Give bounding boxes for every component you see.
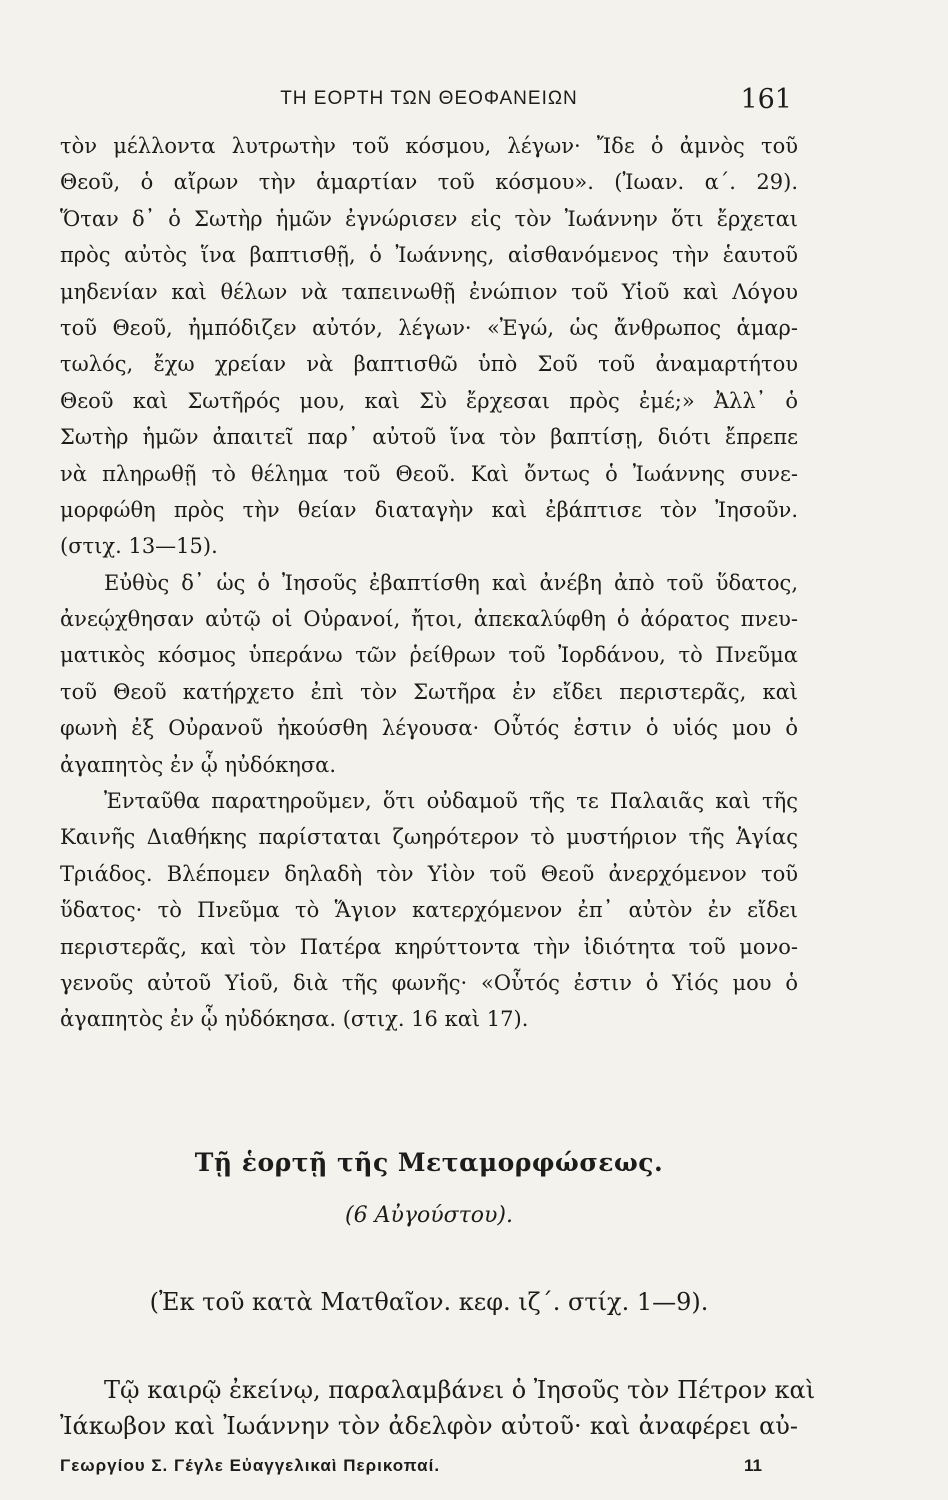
text-line: ματικὸς κόσμος ὑπεράνω τῶν ῥείθρων τοῦ Ἰορδάνου, τὸ Πνεῦμα [60, 643, 798, 668]
text-line: (στιχ. 13—15). [60, 534, 218, 559]
section-date: (6 Αὐγούστου). [345, 1203, 513, 1228]
text-line: Σωτὴρ ἡμῶν ἀπαιτεῖ παρ᾽ αὐτοῦ ἵνα τὸν βαπτίσῃ, διότι ἔπρεπε [60, 425, 798, 450]
signature-mark: 11 [744, 1456, 762, 1475]
body-text-2 [60, 1370, 816, 1443]
text-line: ὕδατος· τὸ Πνεῦμα τὸ Ἅγιον κατερχόμενον ἐπ᾽ αὐτὸν ἐν εἴδει [60, 898, 798, 923]
text-line: ἀγαπητὸς ἐν ᾧ ηὐδόκησα. [60, 752, 337, 777]
text-line: νὰ πληρωθῇ τὸ θέλημα τοῦ Θεοῦ. Καὶ ὄντως ὁ Ἰωάννης συνε- [60, 461, 798, 486]
page-number: 161 [740, 84, 792, 115]
running-title: ΤΗ ΕΟΡΤΗ ΤΩΝ ΘΕΟΦΑΝΕΙΩΝ [280, 88, 578, 109]
text-line: μορφώθη πρὸς τὴν θείαν διαταγὴν καὶ ἐβάπτισε τὸν Ἰησοῦν. [60, 497, 798, 522]
text-line: Τῷ καιρῷ ἐκείνῳ, παραλαμβάνει ὁ Ἰησοῦς τὸν Πέτρον καὶ [104, 1376, 816, 1404]
body-text [60, 128, 798, 1038]
footer-signature: Γεωργίου Σ. Γέγλε Εὐαγγελικαὶ Περικοπαί. [60, 1456, 441, 1475]
text-line: τωλός, ἔχω χρείαν νὰ βαπτισθῶ ὑπὸ Σοῦ τοῦ ἀναμαρτήτου [60, 352, 798, 377]
text-line: ἀνεῴχθησαν αὐτῷ οἱ Οὐρανοί, ἤτοι, ἀπεκαλύφθη ὁ ἀόρατος πνευ- [60, 607, 798, 632]
page-footer [60, 1456, 798, 1486]
text-line: περιστερᾶς, καὶ τὸν Πατέρα κηρύττοντα τὴν ἰδιότητα τοῦ μονο- [60, 934, 798, 959]
text-line: Τριάδος. Βλέπομεν δηλαδὴ τὸν Υἱὸν τοῦ Θεοῦ ἀνερχόμενον τοῦ [60, 861, 798, 886]
text-line: τοῦ Θεοῦ, ἠμπόδιζεν αὐτόν, λέγων· «Ἐγώ, ὡς ἄνθρωπος ἁμαρ- [60, 315, 798, 340]
text-line: γενοῦς αὐτοῦ Υἱοῦ, διὰ τῆς φωνῆς· «Οὗτός ἐστιν ὁ Υἱός μου ὁ [60, 970, 798, 995]
text-line: τὸν μέλλοντα λυτρωτὴν τοῦ κόσμου, λέγων· Ἴδε ὁ ἀμνὸς τοῦ [60, 134, 798, 158]
text-line: πρὸς αὐτὸς ἵνα βαπτισθῇ, ὁ Ἰωάννης, αἰσθανόμενος τὴν ἑαυτοῦ [60, 243, 798, 268]
text-line: φωνὴ ἐξ Οὐρανοῦ ἠκούσθη λέγουσα· Οὗτός ἐστιν ὁ υἱός μου ὁ [60, 716, 798, 741]
text-line: Ἰάκωβον καὶ Ἰωάννην τὸν ἀδελφὸν αὐτοῦ· καὶ ἀναφέρει αὐ- [60, 1412, 798, 1441]
text-line: τοῦ Θεοῦ κατήρχετο ἐπὶ τὸν Σωτῆρα ἐν εἴδει περιστερᾶς, καὶ [60, 679, 798, 704]
section-title: Τῇ ἑορτῇ τῆς Μεταμορφώσεως. [194, 1148, 664, 1177]
text-line: Ὅταν δ᾽ ὁ Σωτὴρ ἡμῶν ἐγνώρισεν εἰς τὸν Ἰωάννην ὅτι ἔρχεται [60, 206, 798, 231]
page-header [60, 84, 798, 124]
text-line: Ἐνταῦθα παρατηροῦμεν, ὅτι οὐδαμοῦ τῆς τε Παλαιᾶς καὶ τῆς [104, 789, 798, 814]
section-reference: (Ἐκ τοῦ κατὰ Ματθαῖον. κεφ. ιζ΄. στίχ. 1—9). [149, 1288, 709, 1316]
text-line: μηδενίαν καὶ θέλων νὰ ταπεινωθῇ ἐνώπιον τοῦ Υἱοῦ καὶ Λόγου [60, 279, 798, 304]
text-line: Θεοῦ καὶ Σωτῆρός μου, καὶ Σὺ ἔρχεσαι πρὸς ἐμέ;» Ἀλλ᾽ ὁ [60, 388, 798, 413]
text-line: ἀγαπητὸς ἐν ᾧ ηὐδόκησα. (στιχ. 16 καὶ 17). [60, 1007, 529, 1032]
text-line: Εὐθὺς δ᾽ ὡς ὁ Ἰησοῦς ἐβαπτίσθη καὶ ἀνέβη ἀπὸ τοῦ ὕδατος, [104, 570, 798, 595]
text-line: Καινῆς Διαθήκης παρίσταται ζωηρότερον τὸ μυστήριον τῆς Ἁγίας [60, 825, 798, 850]
text-line: Θεοῦ, ὁ αἴρων τὴν ἁμαρτίαν τοῦ κόσμου». (Ἰωαν. α΄. 29). [60, 170, 798, 195]
